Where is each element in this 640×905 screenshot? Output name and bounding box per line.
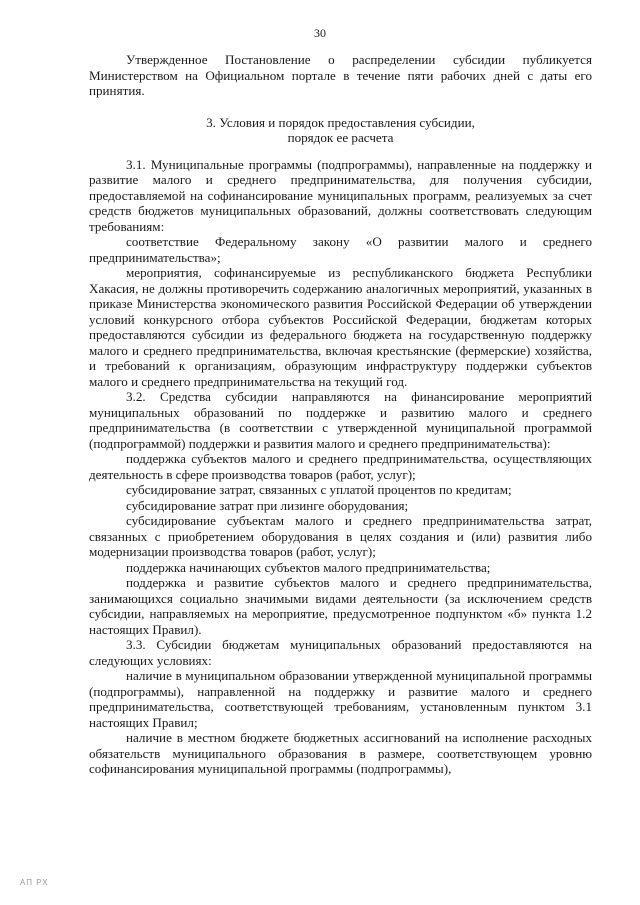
section-heading: [89, 115, 592, 146]
paragraph-3-2-item-5: поддержка начинающих субъектов малого предпринимательства;: [126, 559, 491, 575]
section-heading-line-1: 3. Условия и порядок предоставления субсидии,: [206, 114, 475, 130]
paragraph-3-2-item-1: поддержка субъектов малого и среднего предпринимательства, осуществляющих деятельность в сфере производства товаров (работ, услуг);: [89, 451, 592, 482]
footer-stamp: АП РХ: [20, 878, 49, 887]
paragraph-3-2-item-6: поддержка и развитие субъектов малого и среднего предпринимательства, занимающихся социально значимыми видами деятельности (за исключением средств субсидии, направляемых на мероприятие, предусмотренное подпунктом «б» пункта 1.2 настоящих Правил).: [89, 575, 592, 637]
page-number: 30: [314, 26, 326, 40]
paragraph-3-3: 3.3. Субсидии бюджетам муниципальных образований предоставляются на следующих условиях:: [89, 637, 592, 668]
paragraph-3-2-item-2: субсидирование затрат, связанных с уплатой процентов по кредитам;: [126, 482, 512, 497]
paragraph-3-1-item-2: мероприятия, софинансируемые из республиканского бюджета Республики Хакасия, не должны противоречить содержанию аналогичных мероприятий, указанных в приказе Министерства экономического развития Российской Федерации об утверждении условий конкурсного отбора субъектов Российской Федерации, бюджетам которых предоставляются субсидии из федерального бюджета на государственную поддержку малого и среднего предпринимательства, включая крестьянские (фермерские) хозяйства, и требований к организациям, образующим инфраструктуру поддержки субъектов малого и среднего предпринимательства на текущий год.: [89, 265, 592, 389]
paragraph-3-2-item-3: субсидирование затрат при лизинге оборудования;: [126, 497, 409, 513]
paragraph-3-3-item-1: наличие в муниципальном образовании утвержденной муниципальной программы (подпрограммы), направленной на поддержку и развитие малого и среднего предпринимательства, соответствующей требованиям, установленным пунктом 3.1 настоящих Правил;: [89, 668, 592, 730]
intro-paragraph: Утвержденное Постановление о распределении субсидии публикуется Министерством на Официальном портале в течение пяти рабочих дней с даты его принятия.: [89, 52, 592, 98]
paragraph-3-2: 3.2. Средства субсидии направляются на финансирование мероприятий муниципальных образований по поддержке и развитию малого и среднего предпринимательства (в соответствии с утвержденной муниципальной программой (подпрограммой) поддержки и развития малого и среднего предпринимательства):: [89, 389, 592, 451]
paragraph-3-1-item-1: соответствие Федеральному закону «О развитии малого и среднего предпринимательства»;: [89, 234, 592, 265]
paragraph-3-2-item-4: субсидирование субъектам малого и среднего предпринимательства затрат, связанных с приобретением оборудования в целях создания и (или) развития либо модернизации производства товаров (работ, услуг);: [89, 513, 592, 559]
document-body: [89, 52, 592, 777]
paragraph-3-3-item-2: наличие в местном бюджете бюджетных ассигнований на исполнение расходных обязательств муниципального образования в размере, соответствующем уровню софинансирования муниципальной программы (подпрограммы),: [89, 730, 592, 776]
section-heading-line-2: порядок ее расчета: [287, 130, 394, 145]
paragraph-3-1: 3.1. Муниципальные программы (подпрограммы), направленные на поддержку и развитие малого и среднего предпринимательства, для получения субсидии, предоставляемой на софинансирование муниципальных программ, реализуемых за счет средств бюджетов муниципальных образований, должны соответствовать следующим требованиям:: [89, 156, 592, 234]
